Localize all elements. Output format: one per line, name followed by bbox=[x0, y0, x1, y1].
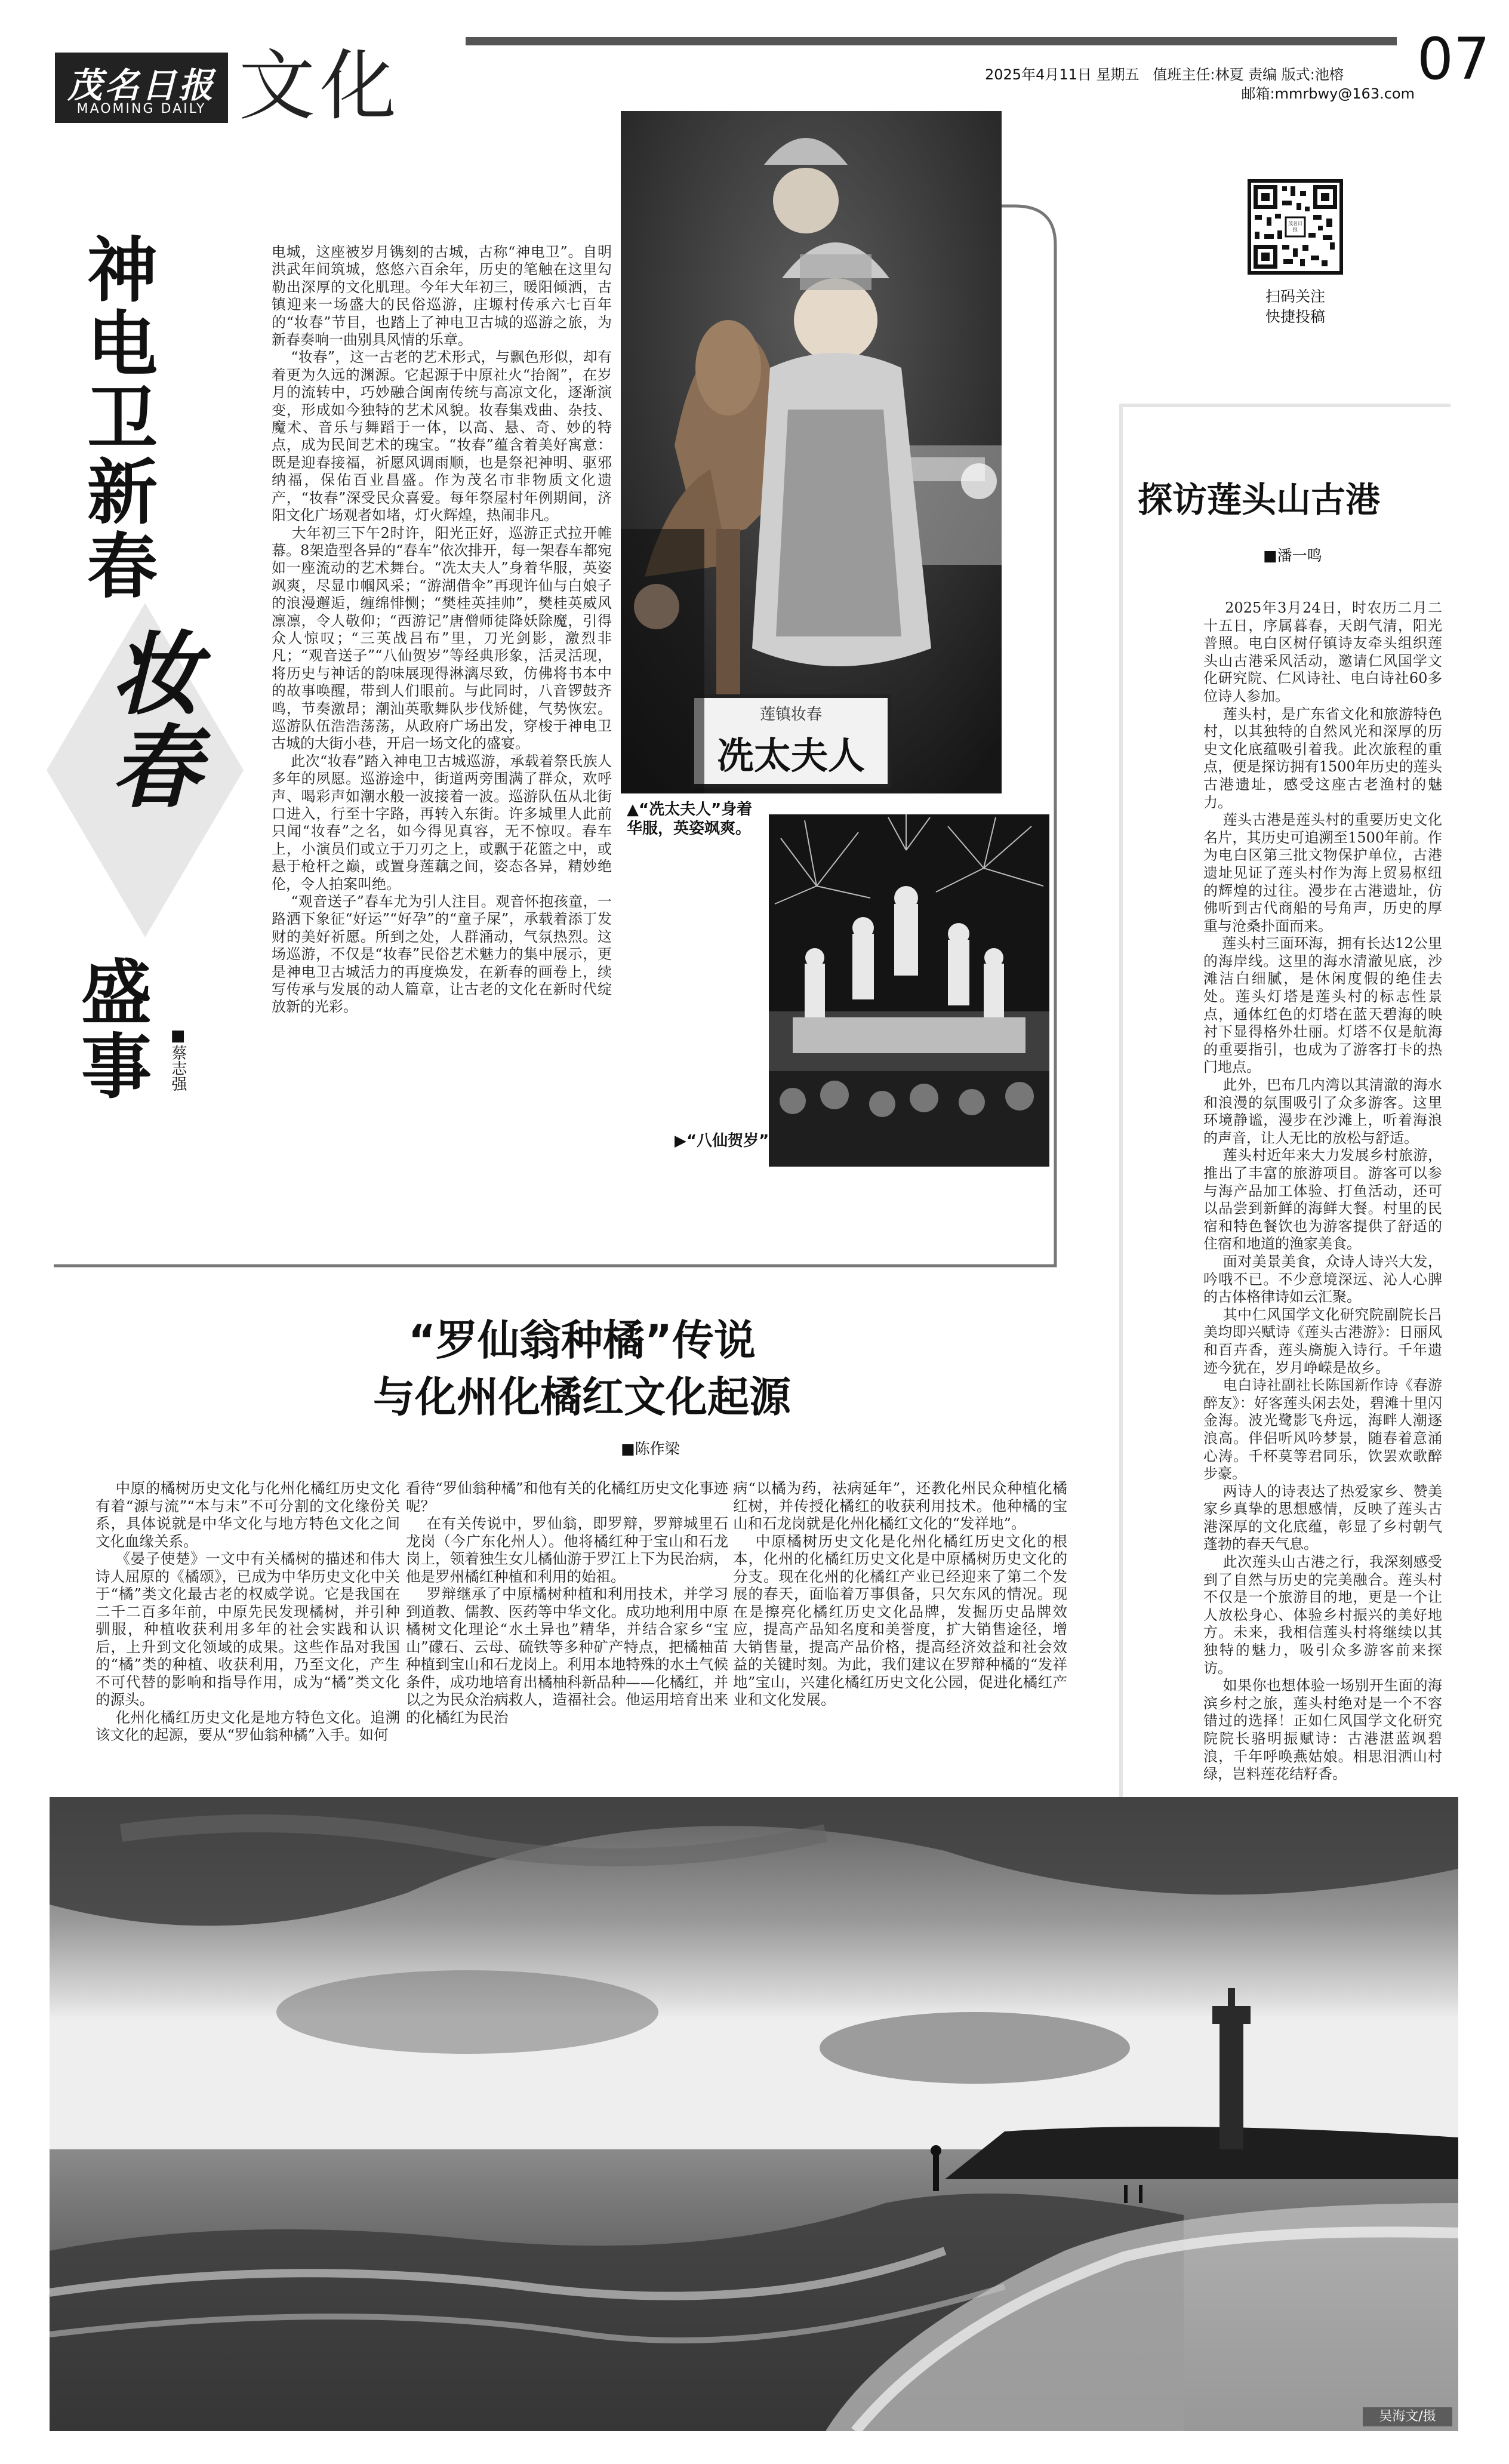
byline-name: 陈作梁 bbox=[635, 1440, 680, 1457]
photo-ba-xian-he-sui bbox=[769, 814, 1049, 1167]
article2-panel bbox=[1119, 404, 1451, 1938]
article1-title-diamond bbox=[47, 603, 244, 937]
article3-title-line1: “罗仙翁种橘”传说 bbox=[408, 1316, 756, 1365]
parade-float-photo bbox=[621, 111, 1002, 793]
article1-body: 电城，这座被岁月镌刻的古城，古称“神电卫”。自明洪武年间筑城，悠悠六百余年，历史的笔触在这里勾勒出深厚的文化肌理。今年大年初三，暖阳倾洒，古镇迎来一场盛大的民俗巡游，庄塬村传承六七百年的“妆春”节目，也踏上了神电卫古城的巡游之旅，为新春奏响一曲别具风情的乐章。 “妆春”，这一古老的艺术形式，与飘色形似，却有着更为久远的渊源。它起源于中原社火“抬阁”，在岁月的流转中，巧妙融合闽南传统与高凉文化，逐渐演变，形成如今独特的艺术风貌。妆春集戏曲、杂技、魔术、音乐与舞蹈于一体，以高、悬、奇、妙的特点，成为民间艺术的瑰宝。“妆春”蕴含着美好寓意：既是迎春接福，祈愿风调雨顺，也是祭祀神明、驱邪纳福，保佑百业昌盛。作为茂名市非物质文化遗产，“妆春”深受民众喜爱。每年祭屋村年例期间，济阳文化广场观者如堵，灯火辉煌，热闹非凡。 大年初三下午2时许，阳光正好，巡游正式拉开帷幕。8架造型各异的“春车”依次排开，每一架春车都宛如一座流动的艺术舞台。“冼太夫人”身着华服，英姿飒爽，尽显巾帼风采；“游湖借伞”再现许仙与白娘子的浪漫邂逅，缠绵悱恻；“樊桂英挂帅”，樊桂英威风凛凛，令人敬仰；“西游记”唐僧师徒降妖除魔，引得众人惊叹；“三英战吕布”里，刀光剑影，激烈非凡；“观音送子”“八仙贺岁”等经典形象，活灵活现，将历史与神话的韵味展现得淋漓尽致，仿佛将书本中的故事唤醒，带到人们眼前。与此同时，八音锣鼓齐鸣，节奏激昂；潮汕英歌舞队步伐矫健，气势恢宏。巡游队伍浩浩荡荡，从政府广场出发，穿梭于神电卫古城的大街小巷，开启一场文化的盛宴。 此次“妆春”踏入神电卫古城巡游，承载着祭氏族人多年的夙愿。巡游途中，街道两旁围满了群众，欢呼声、喝彩声如潮水般一波接着一波。巡游队伍从北街口进入，行至十字路，再转入东街。许多城里人此前只闻“妆春”之名，如今得见真容，无不惊叹。春车上，小演员们或立于刀刃之上，或飘于花篮之中，或悬于枪杆之巅，或置身莲藕之间，姿态各异，精妙绝伦，令人拍案叫绝。 “观音送子”春车尤为引人注目。观音怀抱孩童，一路洒下象征“好运”“好孕”的“童子屎”，承载着添丁发财的美好祈愿。所到之处，人群涌动，气氛热烈。这场巡游，不仅是“妆春”民俗艺术魅力的集中展示，更是神电卫古城活力的再度焕发，在新春的画卷上，续写传承与发展的动人篇章，让古老的文化在新时代绽放新的光彩。 bbox=[272, 244, 612, 1016]
article2-body: 2025年3月24日，时农历二月二十五日，序属暮春，天朗气清，阳光普照。电白区树仔镇诗友牵头组织莲头山古港采风活动，邀请仁风国学文化研究院、仁风诗社、电白诗社60多位诗人参加。 莲头村，是广东省文化和旅游特色村，以其独特的自然风光和深厚的历史文化底蕴吸引着我。此次旅程的重点，便是探访拥有1500年历史的莲头古港遗址，感受这座古老渔村的魅力。 莲头古港是莲头村的重要历史文化名片，其历史可追溯至1500年前。作为电白区第三批文物保护单位，古港遗址见证了莲头村作为海上贸易枢纽的辉煌的过往。漫步在古港遗址，仿佛听到古代商船的号角声，历史的厚重与沧桑扑面而来。 莲头村三面环海，拥有长达12公里的海岸线。这里的海水清澈见底，沙滩洁白细腻，是休闲度假的绝佳去处。莲头灯塔是莲头村的标志性景点，通体红色的灯塔在蓝天碧海的映衬下显得格外壮丽。灯塔不仅是航海的重要指引，也成为了游客打卡的热门地点。 此外，巴布几内湾以其清澈的海水和浪漫的氛围吸引了众多游客。这里环境静谧，漫步在沙滩上，听着海浪的声音，让人无比的放松与舒适。 莲头村近年来大力发展乡村旅游，推出了丰富的旅游项目。游客可以参与海产品加工体验、打鱼活动，还可以品尝到新鲜的海鲜大餐。村里的民宿和特色餐饮也为游客提供了舒适的住宿和地道的渔家美食。 面对美景美食，众诗人诗兴大发，吟哦不已。不少意境深远、沁人心脾的古体格律诗如云汇聚。 其中仁风国学文化研究院副院长吕美均即兴赋诗《莲头古港游》：日丽风和百卉香，莲头旖旎入诗行。千年遗迹今犹在，岁月峥嵘是故乡。 电白诗社副社长陈国新作诗《春游醉友》：好客莲头闲去处，碧滩十里闪金海。波光鹭影飞舟远，海畔人潮逐浪高。伴侣听风吟梦景，随春着意涌心涛。千杯莫等君同乐，饮罢欢歌醉步豪。 两诗人的诗表达了热爱家乡、赞美家乡真挚的思想感情，反映了莲头古港深厚的文化底蕴，彰显了乡村朝气蓬勃的春天气息。 此次莲头山古港之行，我深刻感受到了自然与历史的完美融合。莲头村不仅是一个旅游目的地，更是一个让人放松身心、体验乡村振兴的美好地方。未来，我相信莲头村将继续以其独特的魅力，吸引众多游客前来探访。 如果你也想体验一场别开生面的海滨乡村之旅，莲头村绝对是一个不容错过的选择！正如仁风国学文化研究院院长骆明振赋诗：古港湛蓝飒碧浪，千年呼唤燕姑娘。相思泪洒山村绿，岂料莲花结籽香。 bbox=[1203, 599, 1443, 1783]
caption1-marker: ▲ bbox=[627, 801, 639, 819]
caption-ba-xian-he-sui bbox=[675, 1131, 770, 1155]
fireworks-parade-photo bbox=[769, 814, 1049, 1167]
photo-xian-tai-fu-ren bbox=[621, 111, 1002, 793]
logo: 茂名日报 bbox=[67, 65, 215, 106]
byline-marker: ■ bbox=[1263, 547, 1277, 564]
article3-col1: 中原的橘树历史文化与化州化橘红历史文化有着“源与流”“本与末”不可分割的文化缘份关系，具体说就是中华文化与地方特色文化之间文化血缘关系。 《晏子使楚》一文中有关橘树的描述和伟大诗人屈原的《橘颂》，已成为中华历史文化中关于“橘”类文化最古老的权威学说。它是我国在二千二百多年前，中原先民发现橘树，并引种驯服，种植收获利用多年的社会实践和认识后，上升到文化领域的成果。这些作品对我国的“橘”类的种植、收获利用，乃至文化，产生不可代替的影响和指导作用，成为“橘”类文化的源头。 化州化橘红历史文化是地方特色文化。追溯该文化的起源，要从“罗仙翁种橘”入手。如何 bbox=[96, 1479, 400, 1743]
caption2-marker: ▶ bbox=[675, 1132, 686, 1150]
float-sign-text: 冼太夫人 bbox=[716, 734, 865, 777]
article2-byline bbox=[1263, 546, 1442, 566]
photo-credit: 吴海文/摄 bbox=[1363, 2407, 1452, 2426]
article3-col3: 病“以橘为药，祛病延年”，还教化州民众种植化橘红树，并传授化橘红的收获利用技术。他种橘的宝山和石龙岗就是化州化橘红文化的“发祥地”。 中原橘树历史文化是化州化橘红历史文化的根本，化州的化橘红历史文化是中原橘树历史文化的分支。现在化州的化橘红产业已经迎来了第二个发展的春天，面临着万事俱备，只欠东风的情况。现在是擦亮化橘红历史文化品牌，发掘历史品牌效应，提高产品知名度和美誉度，扩大销售途径，增大销售量，提高产品价格，提高经济效益和社会效益的关键时刻。为此，我们建议在罗辩种橘的“发祥地”宝山，兴建化橘红历史文化公园，促进化橘红产业和文化发展。 bbox=[733, 1479, 1068, 1708]
article1-byline bbox=[164, 1027, 188, 1122]
qr-badge: 茂名日报 bbox=[1288, 221, 1302, 232]
caption-xian-tai-fu-ren bbox=[627, 800, 764, 866]
qr-label-1: 扫码关注 bbox=[1265, 288, 1325, 305]
byline-marker: ■ bbox=[621, 1440, 635, 1457]
caption1-text: “冼太夫人”身着华服，英姿飒爽。 bbox=[627, 801, 753, 838]
qr-label-2: 快捷投稿 bbox=[1265, 308, 1325, 325]
article1-title-part3: 盛事 bbox=[69, 955, 152, 1103]
article3-title-line2: 与化州化橘红文化起源 bbox=[373, 1373, 791, 1422]
contact-email: 邮箱:mmrbwy@163.com bbox=[1241, 85, 1415, 102]
logo-pinyin: MAOMING DAILY bbox=[76, 101, 207, 116]
float-sign-header: 莲镇妆春 bbox=[759, 706, 822, 724]
photo-seascape bbox=[50, 1797, 1458, 2431]
byline-name: 蔡志强 bbox=[169, 1045, 187, 1091]
article3-byline bbox=[621, 1439, 740, 1459]
byline-marker: ■ bbox=[169, 1027, 187, 1045]
byline-name: 潘一鸣 bbox=[1277, 547, 1322, 564]
article2-title: 探访莲头山古港 bbox=[1138, 479, 1381, 520]
seascape-lighthouse-photo bbox=[50, 1797, 1458, 2431]
editor-line: 值班主任:林夏 责编 版式:池榕 bbox=[1153, 66, 1344, 83]
caption2-text: “八仙贺岁” bbox=[686, 1132, 769, 1150]
article1-title-part2: 妆春 bbox=[96, 627, 201, 813]
issue-date-text: 2025年4月11日 星期五 bbox=[985, 66, 1140, 83]
article1-title-part1: 神电卫新春 bbox=[75, 233, 158, 603]
article3-col2: 看待“罗仙翁种橘”和他有关的化橘红历史文化事迹呢？ 在有关传说中，罗仙翁，即罗辩，罗辩城里石龙岗（今广东化州人）。他将橘红种于宝山和石龙岗上，领着独生女儿橘仙游于罗江上下为民治病，他是罗州橘红种植和利用的始祖。 罗辩继承了中原橘树种植和利用技术，并学习到道教、儒教、医药等中华文化。成功地利用中原橘树文化理论“水土异也”精华，并结合家乡“宝山”礞石、云母、硫铁等多种矿产特点，把橘柚苗种植到宝山和石龙岗上。利用本地特殊的水土气候条件，成功地培育出橘柚科新品种——化橘红，并以之为民众治病救人，造福社会。他运用培育出来的化橘红为民治 bbox=[406, 1479, 729, 1726]
section-title: 文化 bbox=[239, 42, 402, 131]
page-number: 07 bbox=[1416, 26, 1490, 93]
